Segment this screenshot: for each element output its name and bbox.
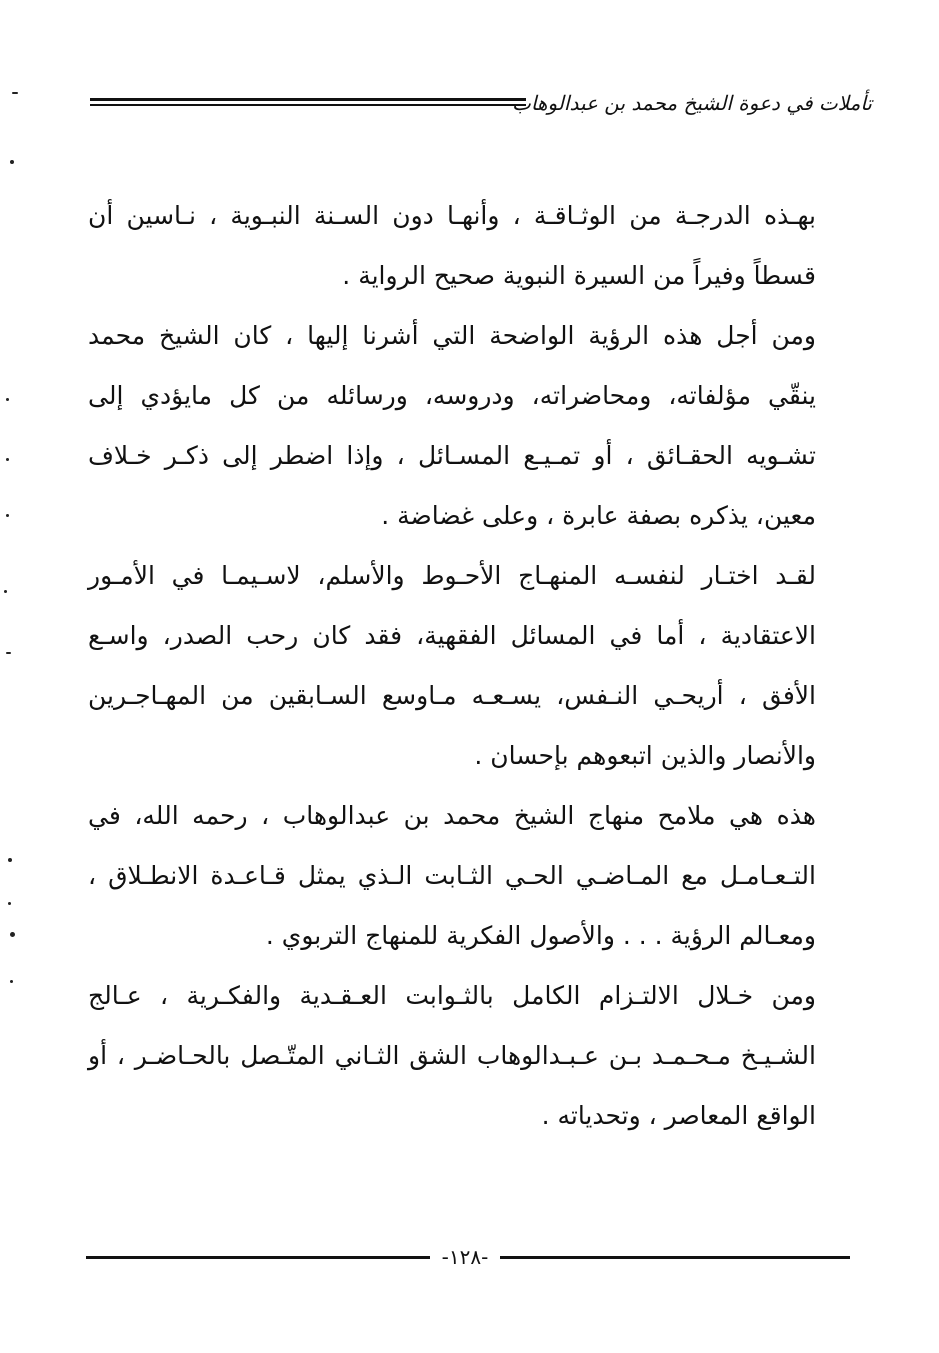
scan-speck — [10, 160, 14, 164]
scan-speck — [4, 590, 7, 593]
paragraph — [88, 186, 816, 306]
text-line: الأفق ، أريحـي النـفس، يسـعـه مـاوسع السـابقين من المهـاجـرين — [88, 681, 816, 710]
text-line: بهـذه الدرجـة من الوثـاقـة ، وأنهـا دون السـنة النبـوية ، نـاسين أن — [88, 201, 816, 230]
text-line: تشـويه الحقـائق ، أو تمـيـع المسـائل ، وإذا اضطر إلى ذكـر خـلاف — [88, 441, 816, 470]
page-footer — [86, 1238, 850, 1278]
text-line: ومعـالم الرؤية . . . والأصول الفكرية للمنهاج التربوي . — [265, 921, 816, 950]
paragraph — [88, 306, 816, 546]
scan-speck — [10, 980, 13, 983]
text-line: هذه هي ملامح منهاج الشيخ محمد بن عبدالوهاب ، رحمه الله، في — [88, 801, 816, 830]
scan-speck — [8, 858, 12, 862]
paragraph — [88, 546, 816, 786]
text-line: ينقّي مؤلفاته، ومحاضراته، ودروسه، ورسائله من كل مايؤدي إلى — [88, 381, 816, 410]
footer-rule-right — [500, 1256, 850, 1259]
text-line: الشـيـخ مـحـمـد بـن عـبـدالوهاب الشق الثـاني المتّـصل بالحـاضـر ، أو — [88, 1041, 816, 1070]
scan-speck — [6, 458, 9, 461]
footer-rule-left — [86, 1256, 430, 1259]
text-line: لقـد اختـار لنفسـه المنهـاج الأحـوط والأسلم، لاسـيمـا في الأمـور — [88, 561, 816, 590]
text-line: معين، يذكره بصفة عابرة ، وعلى غضاضة . — [381, 501, 816, 530]
text-line: التـعـامـل مع المـاضـي الحـي الثـابت الـذي يمثل قـاعـدة الانطـلاق ، — [88, 861, 816, 890]
paragraph — [88, 966, 816, 1146]
text-line: الواقع المعاصر ، وتحدياته . — [541, 1101, 816, 1130]
paragraph — [88, 786, 816, 966]
page-body — [88, 186, 816, 1146]
header-title: تأملات في دعوة الشيخ محمد بن عبدالوهاب — [512, 91, 872, 115]
header-rule-bottom — [90, 104, 526, 106]
scan-speck — [6, 652, 11, 654]
text-line: ومن أجل هذه الرؤية الواضحة التي أشرنا إليها ، كان الشيخ محمد — [88, 321, 816, 350]
scan-speck — [10, 932, 15, 937]
scan-speck — [6, 514, 9, 517]
text-line: والأنصار والذين اتبعوهم بإحسان . — [474, 741, 816, 770]
page-number: -١٢٨- — [441, 1245, 489, 1269]
scan-speck — [8, 902, 11, 905]
scan-speck — [12, 92, 18, 94]
text-line: ومن خـلال الالتـزام الكامل بالثـوابت العـقـدية والفكـرية ، عـالج — [88, 981, 816, 1010]
header-rule-top — [90, 98, 526, 101]
running-header — [90, 88, 872, 118]
scan-speck — [6, 398, 9, 401]
text-line: الاعتقادية ، أما في المسائل الفقهية، فقد كان رحب الصدر، واسـع — [88, 621, 816, 650]
text-line: قسطاً وفيراً من السيرة النبوية صحيح الرواية . — [342, 261, 816, 290]
